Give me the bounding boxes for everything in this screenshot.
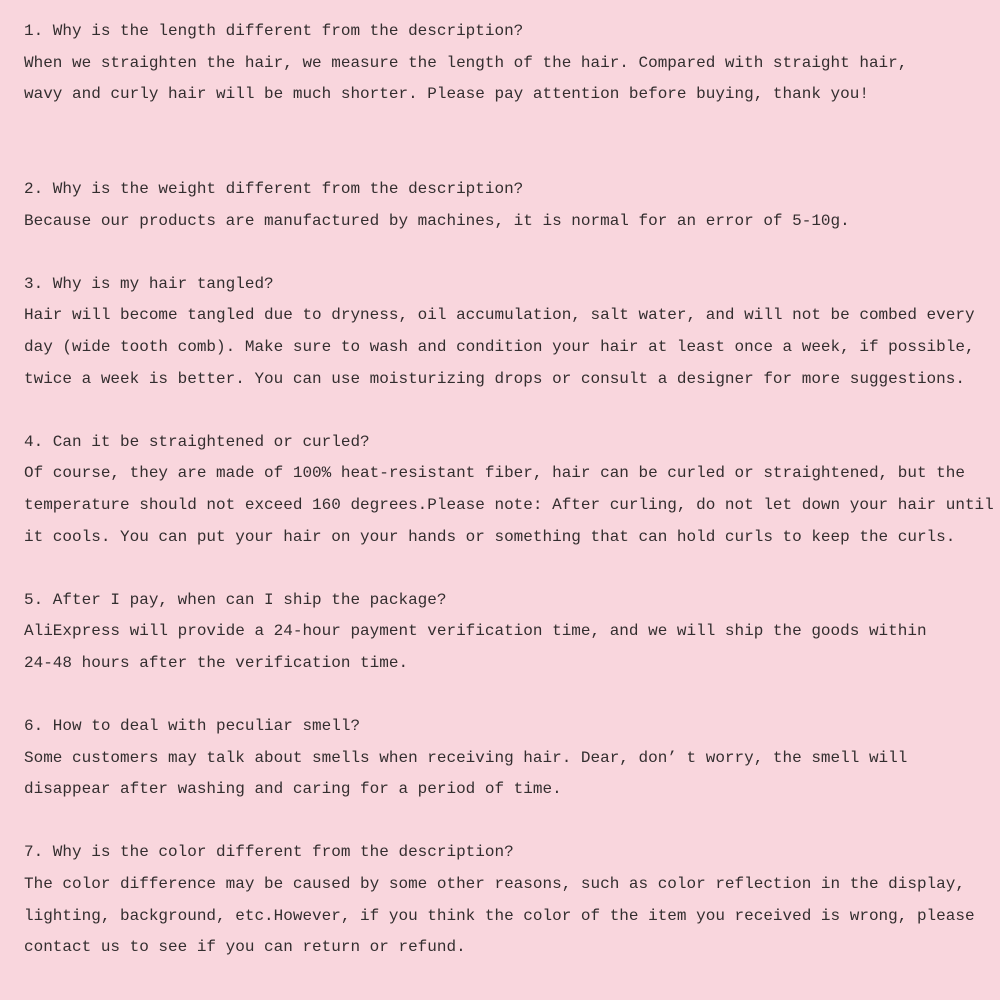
faq-answer-line: temperature should not exceed 160 degrees.Please note: After curling, do not let down your hair until <box>24 495 994 514</box>
faq-answer-line: day (wide tooth comb). Make sure to wash and condition your hair at least once a week, if possible, <box>24 337 975 356</box>
faq-section-1 <box>24 16 1000 111</box>
faq-section-3 <box>24 269 1000 395</box>
faq-answer-line: twice a week is better. You can use moisturizing drops or consult a designer for more suggestions. <box>24 369 965 388</box>
faq-question: 2. Why is the weight different from the description? <box>24 179 524 198</box>
faq-answer-line: When we straighten the hair, we measure the length of the hair. Compared with straight hair, <box>24 53 908 72</box>
faq-answer-line: disappear after washing and caring for a period of time. <box>24 780 562 799</box>
faq-question: 5. After I pay, when can I ship the package? <box>24 590 447 609</box>
faq-answer-line: Because our products are manufactured by machines, it is normal for an error of 5-10g. <box>24 211 850 230</box>
faq-answer-line: Some customers may talk about smells when receiving hair. Dear, don’ t worry, the smell will <box>24 748 908 767</box>
faq-section-5 <box>24 585 1000 680</box>
faq-answer-line: 24-48 hours after the verification time. <box>24 653 409 672</box>
faq-question: 4. Can it be straightened or curled? <box>24 432 370 451</box>
faq-answer-line: Of course, they are made of 100% heat-resistant fiber, hair can be curled or straightened, but the <box>24 464 965 483</box>
faq-answer-line: AliExpress will provide a 24-hour payment verification time, and we will ship the goods within <box>24 622 927 641</box>
faq-question: 1. Why is the length different from the description? <box>24 22 524 40</box>
faq-section-6 <box>24 711 1000 806</box>
faq-answer-line: contact us to see if you can return or refund. <box>24 938 466 957</box>
faq-question: 6. How to deal with peculiar smell? <box>24 717 361 736</box>
faq-answer-line: wavy and curly hair will be much shorter. Please pay attention before buying, thank you! <box>24 85 869 104</box>
faq-question: 7. Why is the color different from the description? <box>24 843 514 862</box>
faq-answer-line: it cools. You can put your hair on your hands or something that can hold curls to keep the curls. <box>24 527 956 546</box>
faq-section-2 <box>24 174 1000 237</box>
faq-section-4 <box>24 427 1000 553</box>
faq-answer-line: The color difference may be caused by some other reasons, such as color reflection in the display, <box>24 875 965 894</box>
faq-answer-line: lighting, background, etc.However, if you think the color of the item you received is wrong, please <box>24 906 975 925</box>
faq-answer-line: Hair will become tangled due to dryness, oil accumulation, salt water, and will not be combed every <box>24 306 975 325</box>
faq-question: 3. Why is my hair tangled? <box>24 274 274 293</box>
faq-section-7 <box>24 837 1000 963</box>
